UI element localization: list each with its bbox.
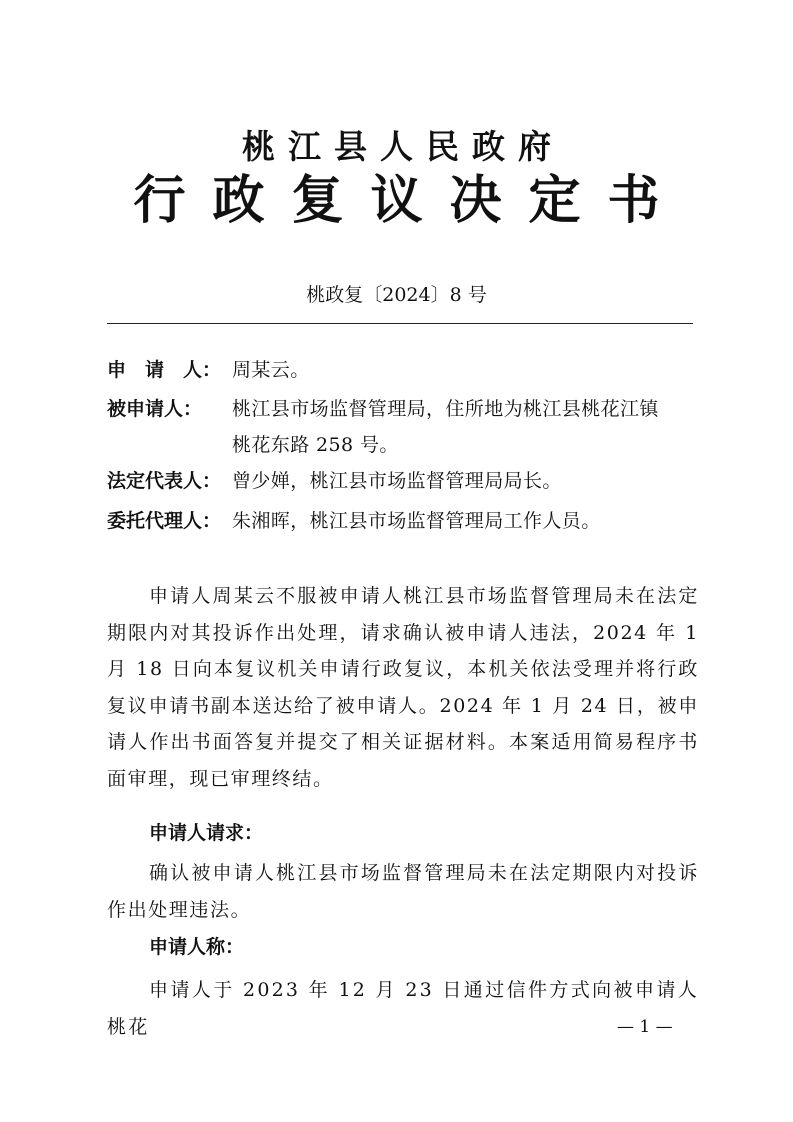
applicant-label: 申 请 人： bbox=[107, 359, 222, 381]
party-respondent bbox=[107, 394, 707, 424]
party-respondent-cont bbox=[107, 430, 707, 460]
document-number: 桃政复〔2024〕8 号 bbox=[306, 284, 487, 306]
request-heading: 申请人请求： bbox=[149, 822, 264, 844]
agent-label: 委托代理人： bbox=[107, 510, 222, 532]
document-title: 行政复议决定书 bbox=[133, 171, 687, 231]
party-applicant bbox=[107, 355, 707, 385]
header-divider bbox=[107, 323, 693, 324]
party-agent bbox=[107, 506, 707, 536]
intro-paragraph: 申请人周某云不服被申请人桃江县市场监督管理局未在法定期限内对其投诉作出处理，请求确认被申请人违法，2024 年 1 月 18 日向本复议机关申请行政复议，本机关依法受理并将行政复议申请书副本送达给了被申请人。2024 年 1 月 24 日，被申请人作出书面答复并提交了相关证据材料。本案适用简易程序书面审理，现已审理终结。 bbox=[107, 585, 699, 790]
legal-rep-label: 法定代表人： bbox=[107, 470, 222, 492]
claim-heading: 申请人称： bbox=[149, 936, 245, 958]
respondent-value-line2: 桃花东路 258 号。 bbox=[232, 434, 399, 456]
page-number: — 1 — bbox=[617, 1017, 673, 1037]
legal-rep-value: 曾少婵，桃江县市场监督管理局局长。 bbox=[232, 470, 562, 492]
request-paragraph: 确认被申请人桃江县市场监督管理局未在法定期限内对投诉作出处理违法。 bbox=[107, 862, 699, 921]
issuer-name: 桃江县人民政府 bbox=[242, 127, 564, 166]
agent-value: 朱湘晖，桃江县市场监督管理局工作人员。 bbox=[232, 510, 601, 532]
respondent-value-line1: 桃江县市场监督管理局，住所地为桃江县桃花江镇 bbox=[232, 398, 659, 420]
claim-paragraph: 申请人于 2023 年 12 月 23 日通过信件方式向被申请人桃花 bbox=[107, 979, 699, 1038]
party-legal-rep bbox=[107, 466, 707, 496]
respondent-label: 被申请人： bbox=[107, 398, 203, 420]
applicant-value: 周某云。 bbox=[232, 359, 310, 381]
